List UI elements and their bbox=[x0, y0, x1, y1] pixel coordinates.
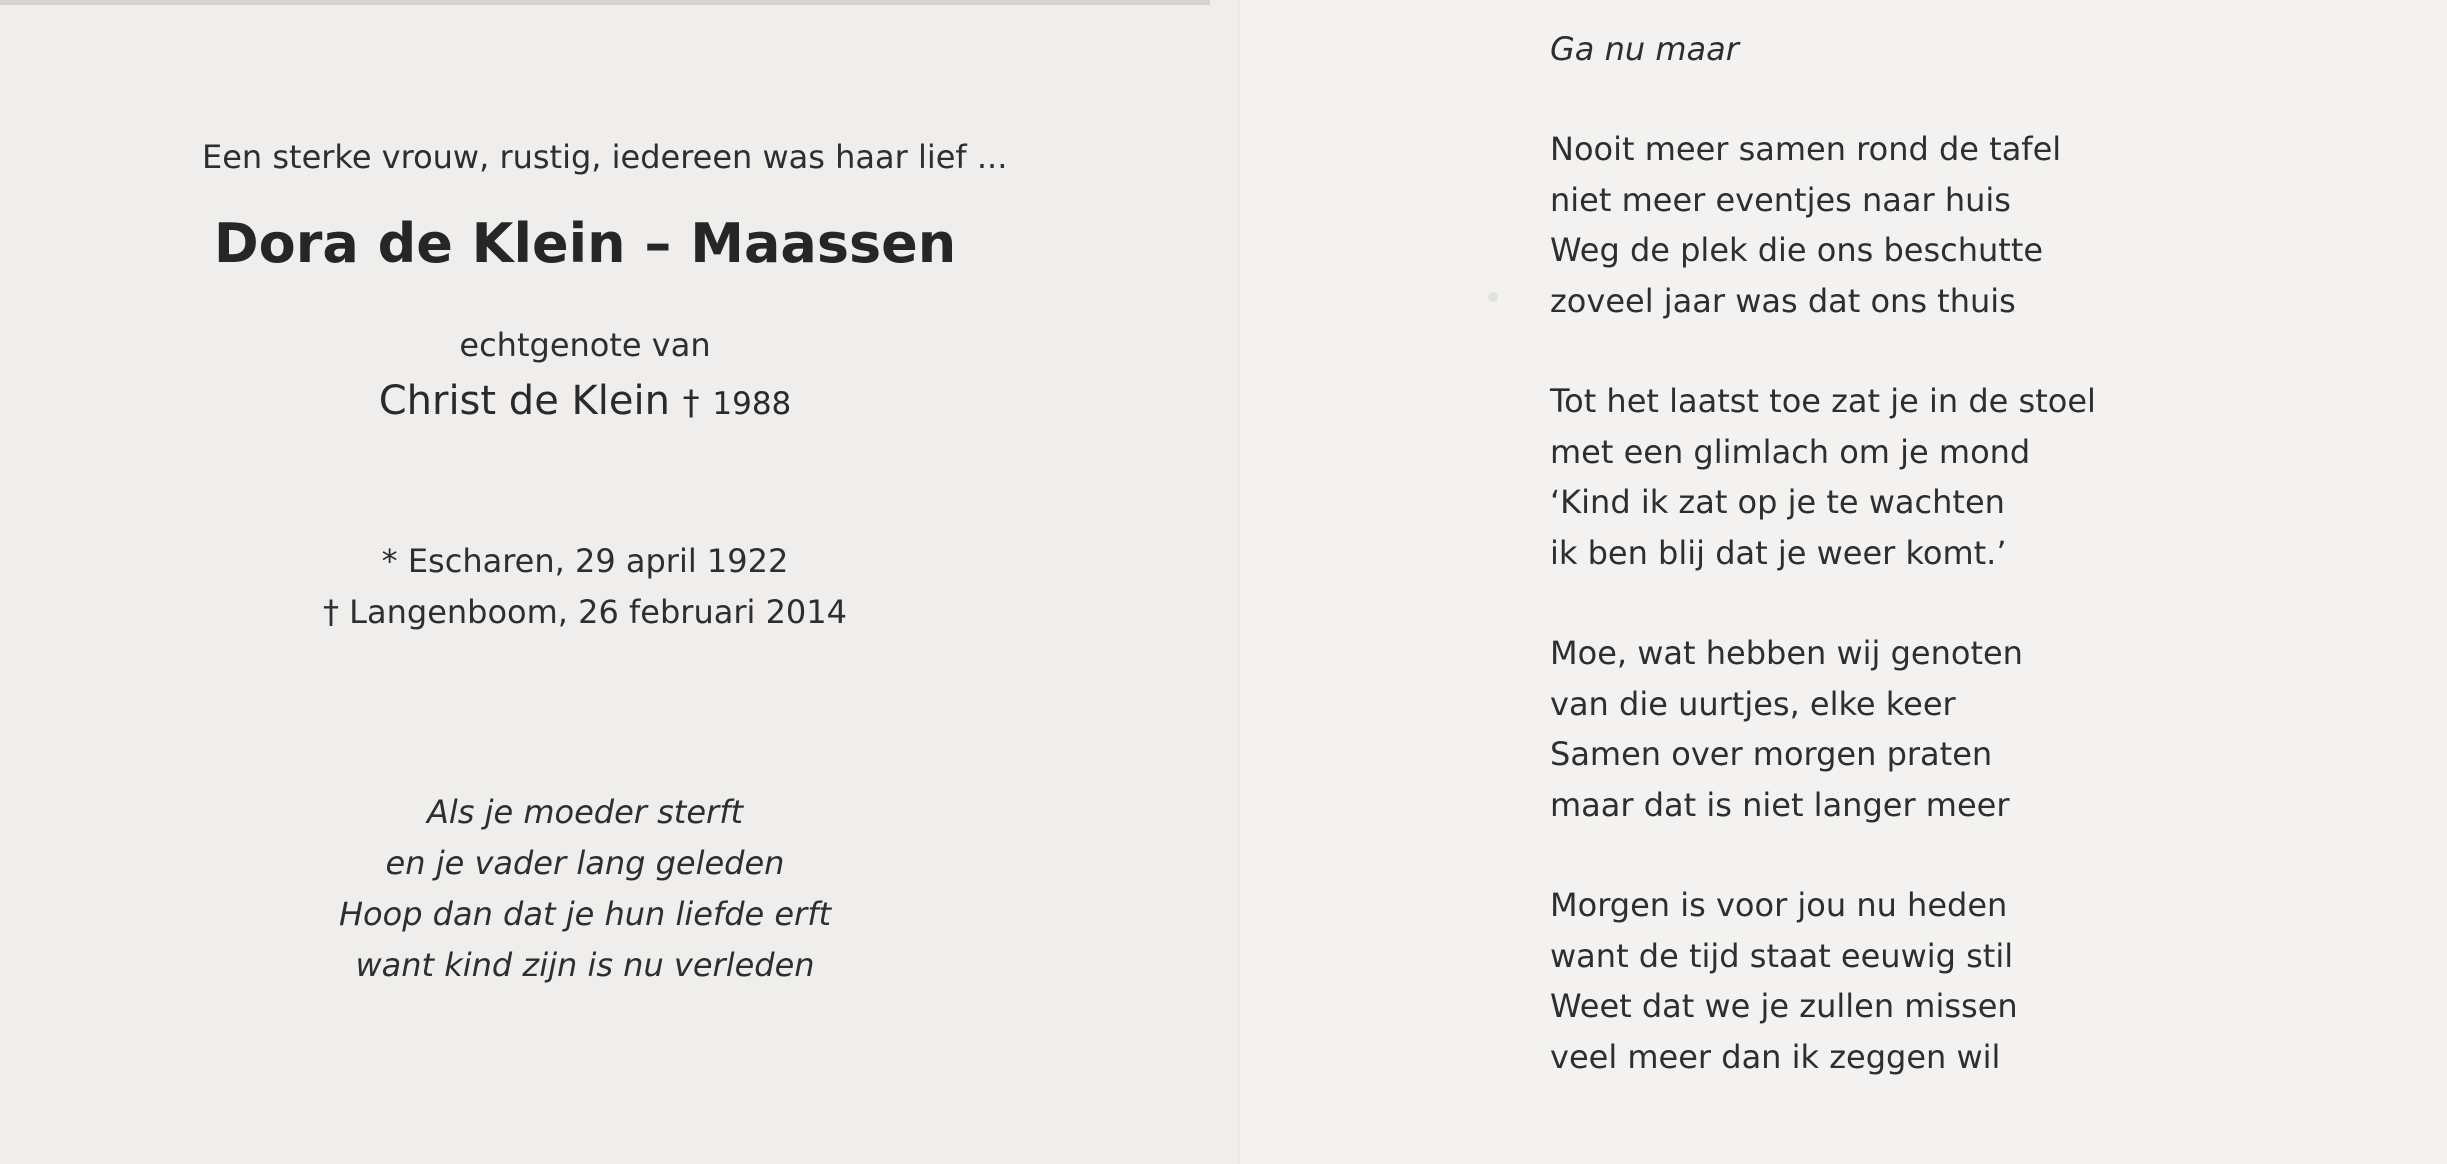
death-line: † Langenboom, 26 februari 2014 bbox=[322, 593, 847, 631]
spouse-label: echtgenote van bbox=[459, 326, 711, 364]
poem-line: maar dat is niet langer meer bbox=[1550, 785, 2010, 824]
poem-line: Weg de plek die ons beschutte bbox=[1550, 231, 2044, 269]
poem-stanza-1 bbox=[1550, 124, 2096, 326]
poem-line: niet meer eventjes naar huis bbox=[1550, 180, 2011, 219]
poem-line: Samen over morgen praten bbox=[1550, 735, 1993, 773]
left-verse bbox=[0, 787, 1170, 991]
spouse-death-year: 1988 bbox=[712, 386, 792, 422]
life-dates bbox=[0, 536, 1170, 638]
poem-line: van die uurtjes, elke keer bbox=[1550, 684, 1956, 723]
poem bbox=[1550, 24, 2096, 1132]
poem-line: ‘Kind ik zat op je te wachten bbox=[1550, 483, 2005, 521]
verse-line: en je vader lang geleden bbox=[385, 844, 785, 882]
poem-line: want de tijd staat eeuwig stil bbox=[1550, 936, 2014, 975]
deceased-name: Dora de Klein – Maassen bbox=[213, 212, 957, 275]
verse-line: Hoop dan dat je hun liefde erft bbox=[338, 895, 832, 933]
poem-line: Morgen is voor jou nu heden bbox=[1550, 886, 2008, 924]
poem-line: Weet dat we je zullen missen bbox=[1550, 987, 2018, 1025]
poem-stanza-2 bbox=[1550, 376, 2096, 578]
poem-line: Moe, wat hebben wij genoten bbox=[1550, 634, 2023, 672]
poem-line: ik ben blij dat je weer komt.’ bbox=[1550, 533, 2007, 572]
top-edge-shadow bbox=[0, 0, 1210, 5]
verse-line: want kind zijn is nu verleden bbox=[355, 946, 815, 984]
poem-line: veel meer dan ik zeggen wil bbox=[1550, 1037, 2001, 1076]
spouse-line bbox=[0, 378, 1170, 424]
tagline: Een sterke vrouw, rustig, iedereen was haar lief ... bbox=[202, 138, 1008, 176]
birth-line: * Escharen, 29 april 1922 bbox=[381, 542, 789, 580]
poem-stanza-3 bbox=[1550, 628, 2096, 830]
cross-symbol: † bbox=[682, 383, 700, 423]
paper-speck bbox=[1488, 292, 1498, 302]
poem-line: Nooit meer samen rond de tafel bbox=[1550, 130, 2062, 168]
verse-line: Als je moeder sterft bbox=[426, 793, 743, 831]
poem-stanza-4 bbox=[1550, 880, 2096, 1082]
poem-line: zoveel jaar was dat ons thuis bbox=[1550, 281, 2016, 320]
spouse-name: Christ de Klein bbox=[378, 378, 670, 424]
card-fold bbox=[1238, 0, 1241, 1164]
poem-line: Tot het laatst toe zat je in de stoel bbox=[1550, 382, 2096, 420]
poem-line: met een glimlach om je mond bbox=[1550, 432, 2031, 471]
poem-title: Ga nu maar bbox=[1550, 30, 1739, 68]
